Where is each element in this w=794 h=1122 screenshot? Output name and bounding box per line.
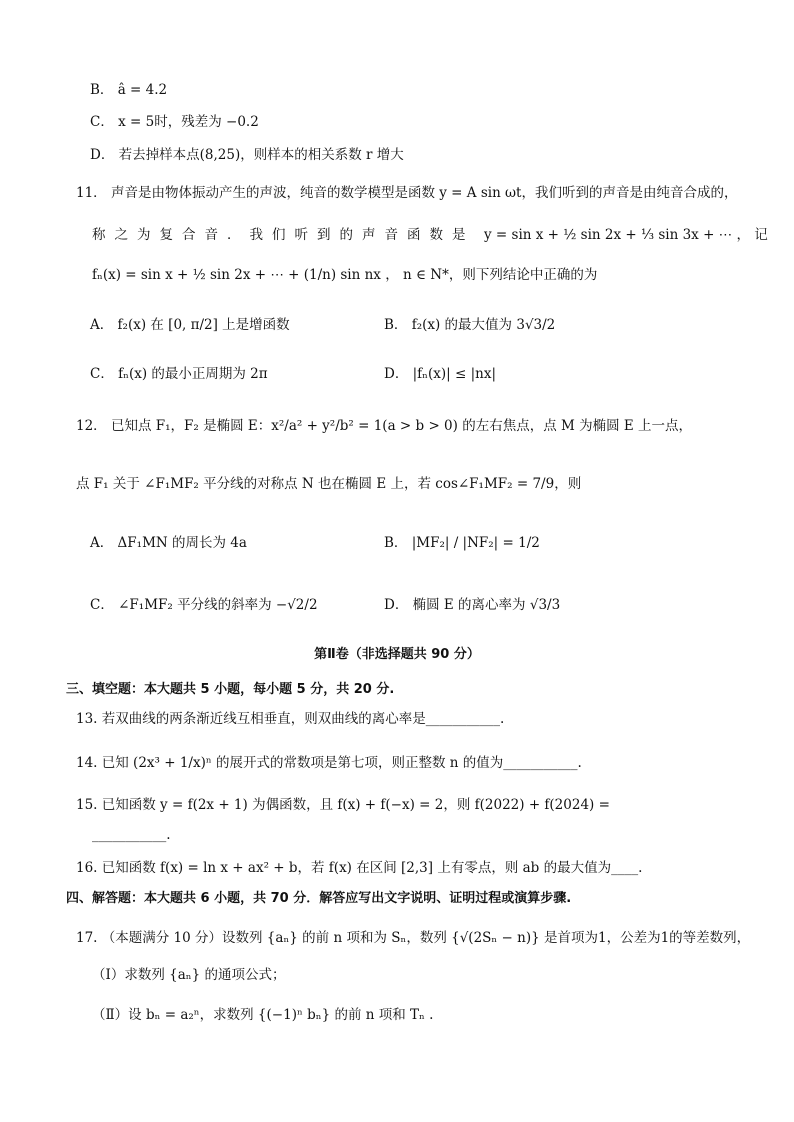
q14: 14. 已知 (2x³ + 1/x)ⁿ 的展开式的常数项是第七项，则正整数 n 的值为___________. [76,755,582,771]
q11-stem-line2b: y = sin x + ½ sin 2x + ⅓ sin 3x + ⋯ ， 记 [484,227,768,243]
q13: 13. 若双曲线的两条渐近线互相垂直，则双曲线的离心率是___________. [76,711,505,727]
q17-part1: （Ⅰ）求数列 {aₙ} 的通项公式； [92,967,286,983]
q12-option-a: A． ΔF₁MN 的周长为 4a [90,535,247,551]
q17-stem: 17. （本题满分 10 分）设数列 {aₙ} 的前 n 项和为 Sₙ，数列 {√(2Sₙ − n)} 是首项为1，公差为1的等差数列， [76,930,751,946]
q11-option-c: C． fₙ(x) 的最小正周期为 2π [90,366,268,382]
section4-header: 四、解答题：本大题共 6 小题，共 70 分．解答应写出文字说明、证明过程或演算步骤. [66,891,572,906]
q10-option-c: C． x = 5时，残差为 −0.2 [90,114,259,130]
q17-part2: （Ⅱ）设 bₙ = a₂ⁿ，求数列 {(−1)ⁿ bₙ} 的前 n 项和 Tₙ . [92,1007,434,1023]
q12-option-d: D． 椭圆 E 的离心率为 √3/3 [384,597,561,613]
q12-option-b: B． |MF₂| / |NF₂| = 1/2 [384,535,540,551]
q11-stem-line2a: 称之为复合音．我们听到的声音函数是 [92,227,475,243]
q15-line2: ___________. [92,827,171,843]
q11-option-b: B． f₂(x) 的最大值为 3√3/2 [384,317,556,333]
q10-option-b: B． â = 4.2 [90,82,168,98]
q11-option-d: D． |fₙ(x)| ≤ |nx| [384,366,496,382]
q12-stem-line1: 12． 已知点 F₁，F₂ 是椭圆 E：x²/a² + y²/b² = 1(a > b > 0) 的左右焦点，点 M 为椭圆 E 上一点， [76,418,693,434]
q16: 16. 已知函数 f(x) = ln x + ax² + b，若 f(x) 在区间 [2,3] 上有零点，则 ab 的最大值为____. [76,860,643,876]
q11-stem-line1: 11． 声音是由物体振动产生的声波，纯音的数学模型是函数 y = A sin ωt，我们听到的声音是由纯音合成的， [76,185,738,201]
q11-option-a: A． f₂(x) 在 [0, π/2] 上是增函数 [90,317,290,333]
q15-line1: 15. 已知函数 y = f(2x + 1) 为偶函数，且 f(x) + f(−x) = 2，则 f(2022) + f(2024) = [76,797,610,813]
q12-option-c: C． ∠F₁MF₂ 平分线的斜率为 −√2/2 [90,597,318,613]
q12-stem-line2: 点 F₁ 关于 ∠F₁MF₂ 平分线的对称点 N 也在椭圆 E 上，若 cos∠F₁MF₂ = 7/9，则 [76,476,582,492]
section3-header: 三、填空题：本大题共 5 小题，每小题 5 分，共 20 分. [66,682,395,697]
q10-option-d: D． 若去掉样本点(8,25)，则样本的相关系数 r 增大 [90,147,404,163]
q11-stem-line3: fₙ(x) = sin x + ½ sin 2x + ⋯ + (1/n) sin nx ， n ∈ N*，则下列结论中正确的为 [92,267,598,283]
part2-title: 第Ⅱ卷（非选择题共 90 分） [314,647,480,662]
